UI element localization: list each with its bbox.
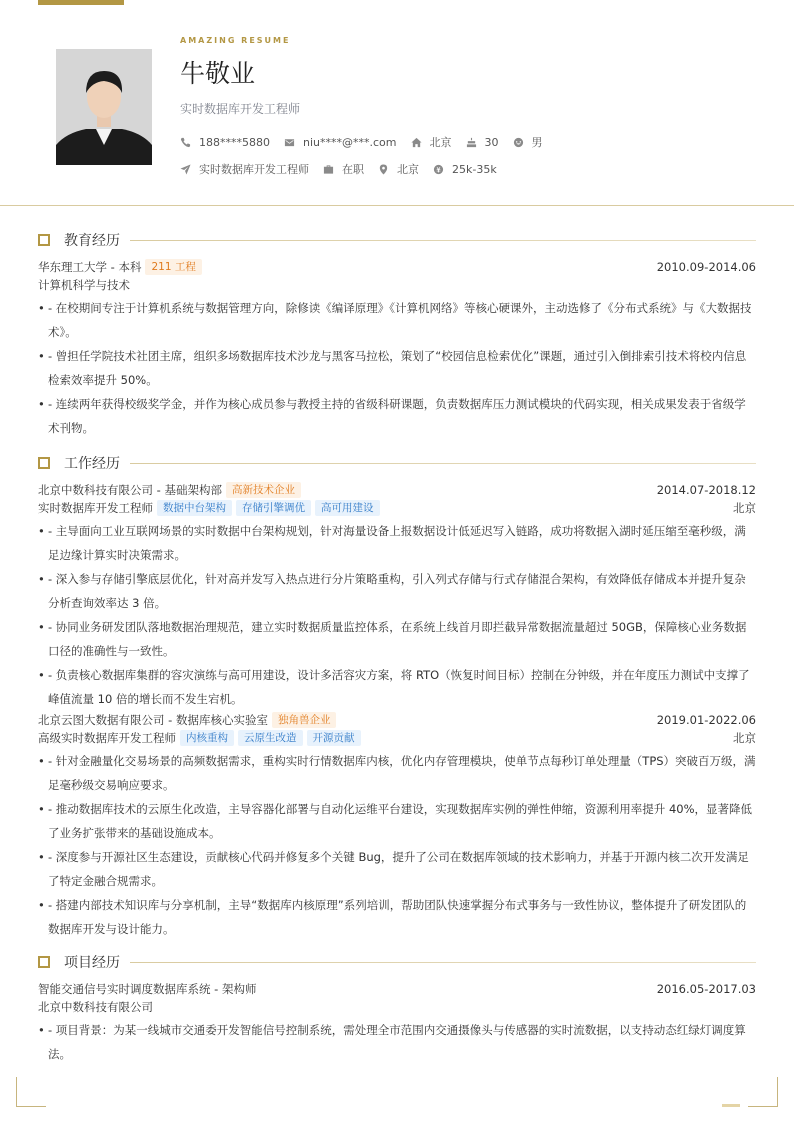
work-date: 2014.07-2018.12 bbox=[656, 483, 756, 497]
mail-icon bbox=[284, 137, 295, 148]
company-name: 北京云图大数据有限公司 - 数据库核心实验室 bbox=[38, 713, 268, 727]
skill-tag: 开源贡献 bbox=[307, 730, 361, 746]
money-icon bbox=[433, 164, 444, 175]
list-item: • - 连续两年获得校级奖学金，并作为核心成员参与教授主持的省级科研课题，负责数据库压力测试模块的代码实现，相关成果发表于省级学术刊物。 bbox=[38, 392, 756, 440]
project-company-line bbox=[38, 998, 756, 1016]
resume-header bbox=[0, 0, 794, 206]
section-divider bbox=[130, 962, 756, 963]
work-entry bbox=[38, 711, 756, 941]
intent-city-info bbox=[378, 161, 419, 177]
page-accent-dash bbox=[722, 1104, 740, 1107]
salary-info bbox=[433, 163, 497, 176]
list-item: • - 负责核心数据库集群的容灾演练与高可用建设，设计多活容灾方案，将 RTO（恢复时间目标）控制在分钟级，并在年度压力测试中支撑了峰值流量 10 倍的增长而不发生宕机。 bbox=[38, 663, 756, 711]
education-entry-head bbox=[38, 258, 756, 276]
contact-row bbox=[180, 134, 557, 150]
face-icon bbox=[513, 137, 524, 148]
email-info bbox=[284, 136, 397, 149]
work-date: 2019.01-2022.06 bbox=[656, 713, 756, 727]
age-info bbox=[466, 136, 499, 149]
list-item: • - 曾担任学院技术社团主席，组织多场数据库技术沙龙与黑客马拉松，策划了“校园信息检索优化”课题，通过引入倒排索引技术将校内信息检索效率提升 50%。 bbox=[38, 344, 756, 392]
job-title: 实时数据库开发工程师 bbox=[180, 102, 301, 116]
work-entry-head bbox=[38, 481, 756, 499]
education-date: 2010.09-2014.06 bbox=[656, 260, 756, 274]
list-item: • - 深度参与开源社区生态建设，贡献核心代码并修复多个关键 Bug，提升了公司在数据库领域的技术影响力，并基于开源内核二次开发满足了特定金融合规需求。 bbox=[38, 845, 756, 893]
work-location: 北京 bbox=[733, 731, 756, 745]
list-item: • - 协同业务研发团队落地数据治理规范，建立实时数据质量监控体系，在系统上线首月即拦截异常数据流量超过 50GB，保障核心业务数据口径的准确性与一致性。 bbox=[38, 615, 756, 663]
email-text: niu****@***.com bbox=[303, 135, 397, 149]
gender-info bbox=[513, 134, 543, 150]
work-bullets bbox=[38, 749, 756, 941]
phone-info bbox=[180, 136, 270, 149]
list-item: • - 深入参与存储引擎底层优化，针对高并发写入热点进行分片策略重构，引入列式存储与行式存储混合架构，有效降低存储成本并提升复杂分析查询效率达 3 倍。 bbox=[38, 567, 756, 615]
project-section bbox=[38, 953, 756, 1066]
section-header bbox=[38, 953, 756, 971]
resume-tagline: AMAZING RESUME bbox=[180, 36, 291, 45]
list-item: • - 在校期间专注于计算机系统与数据管理方向，除修读《编译原理》《计算机网络》等核心硬课外，主动选修了《分布式系统》与《大数据技术》。 bbox=[38, 296, 756, 344]
education-major-line bbox=[38, 276, 756, 294]
profile-photo bbox=[56, 49, 152, 165]
corner-decoration bbox=[16, 1077, 46, 1107]
section-header bbox=[38, 231, 756, 249]
section-marker-icon bbox=[38, 956, 50, 968]
city-text: 北京 bbox=[429, 136, 452, 149]
salary-text: 25k-35k bbox=[452, 162, 497, 176]
section-marker-icon bbox=[38, 234, 50, 246]
city-info bbox=[411, 134, 452, 150]
send-icon bbox=[180, 164, 191, 175]
intent-position-text: 实时数据库开发工程师 bbox=[199, 163, 309, 176]
avatar-illustration bbox=[56, 49, 152, 165]
section-divider bbox=[130, 240, 756, 241]
work-location: 北京 bbox=[733, 501, 756, 515]
school-name: 华东理工大学 - 本科 bbox=[38, 260, 142, 274]
section-header bbox=[38, 454, 756, 472]
company-name: 北京中数科技有限公司 - 基础架构部 bbox=[38, 483, 222, 497]
skill-tag: 内核重构 bbox=[180, 730, 234, 746]
work-position-line bbox=[38, 499, 756, 517]
section-marker-icon bbox=[38, 457, 50, 469]
section-title: 工作经历 bbox=[64, 456, 120, 472]
project-date: 2016.05-2017.03 bbox=[656, 982, 756, 996]
education-section bbox=[38, 231, 756, 440]
skill-tag: 高可用建设 bbox=[315, 500, 380, 516]
work-section bbox=[38, 454, 756, 941]
intent-city-text: 北京 bbox=[397, 163, 419, 176]
list-item: • - 针对金融量化交易场景的高频数据需求，重构实时行情数据库内核，优化内存管理模块，使单节点每秒订单处理量（TPS）突破百万级，满足毫秒级交易响应要求。 bbox=[38, 749, 756, 797]
gender-text: 男 bbox=[531, 136, 543, 149]
education-bullets bbox=[38, 296, 756, 440]
work-position-line bbox=[38, 729, 756, 747]
work-entry bbox=[38, 481, 756, 711]
list-item: • - 主导面向工业互联网场景的实时数据中台架构规划，针对海量设备上报数据设计低延迟写入链路，成功将数据入湖时延压缩至毫秒级，满足边缘计算实时决策需求。 bbox=[38, 519, 756, 567]
briefcase-icon bbox=[323, 164, 334, 175]
job-intent-row bbox=[180, 161, 511, 177]
corner-decoration bbox=[748, 1077, 778, 1107]
position-name: 高级实时数据库开发工程师 bbox=[38, 731, 176, 745]
skill-tag: 数据中台架构 bbox=[157, 500, 232, 516]
work-bullets bbox=[38, 519, 756, 711]
project-name: 智能交通信号实时调度数据库系统 - 架构师 bbox=[38, 982, 257, 996]
candidate-name: 牛敬业 bbox=[180, 59, 256, 88]
education-major: 计算机科学与技术 bbox=[38, 278, 130, 292]
section-title: 教育经历 bbox=[64, 233, 120, 249]
section-title: 项目经历 bbox=[64, 955, 120, 971]
cake-icon bbox=[466, 137, 477, 148]
location-icon bbox=[378, 164, 389, 175]
skill-tag: 存储引擎调优 bbox=[236, 500, 311, 516]
list-item: • - 推动数据库技术的云原生化改造，主导容器化部署与自动化运维平台建设，实现数据库实例的弹性伸缩，资源利用率提升 40%，显著降低了业务扩张带来的基础设施成本。 bbox=[38, 797, 756, 845]
section-divider bbox=[130, 463, 756, 464]
company-tag: 高新技术企业 bbox=[226, 482, 301, 498]
project-entry-head bbox=[38, 980, 756, 998]
phone-text: 188****5880 bbox=[199, 135, 270, 149]
list-item: • - 项目背景：为某一线城市交通委开发智能信号控制系统，需处理全市范围内交通摄像头与传感器的实时流数据，以支持动态红绿灯调度算法。 bbox=[38, 1018, 756, 1066]
school-tag: 211 工程 bbox=[145, 259, 201, 275]
home-icon bbox=[411, 137, 422, 148]
company-tag: 独角兽企业 bbox=[272, 712, 337, 728]
phone-icon bbox=[180, 137, 191, 148]
project-company: 北京中数科技有限公司 bbox=[38, 1000, 153, 1014]
project-bullets bbox=[38, 1018, 756, 1066]
status-text: 在职 bbox=[342, 163, 364, 176]
status-info bbox=[323, 161, 364, 177]
age-text: 30 bbox=[484, 135, 499, 149]
intent-position-info bbox=[180, 161, 309, 177]
skill-tag: 云原生改造 bbox=[238, 730, 303, 746]
work-entry-head bbox=[38, 711, 756, 729]
position-name: 实时数据库开发工程师 bbox=[38, 501, 153, 515]
list-item: • - 搭建内部技术知识库与分享机制，主导“数据库内核原理”系列培训，帮助团队快速掌握分布式事务与一致性协议，整体提升了研发团队的数据库开发与设计能力。 bbox=[38, 893, 756, 941]
